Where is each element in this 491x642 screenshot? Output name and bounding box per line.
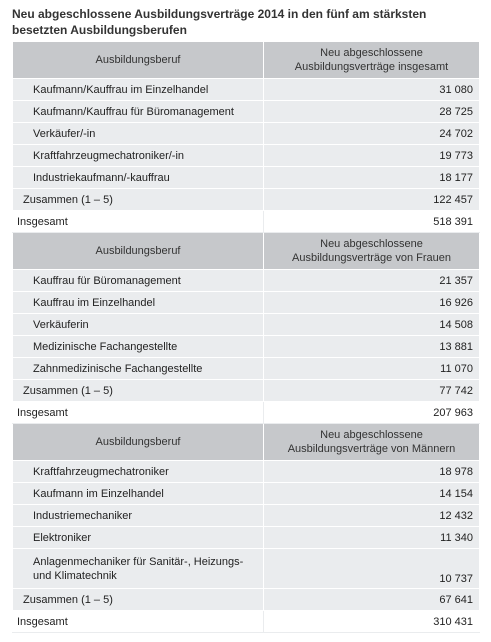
- column-header-occupation: Ausbildungsberuf: [13, 424, 264, 461]
- value-cell: 12 432: [264, 505, 480, 527]
- table-row: [13, 270, 480, 292]
- total-row: [13, 402, 480, 424]
- column-header-contracts: Neu abgeschlossene Ausbildungsverträge von Männern: [264, 424, 480, 461]
- subtotal-value: 122 457: [264, 189, 480, 211]
- occupation-cell: Kaufmann im Einzelhandel: [13, 483, 264, 505]
- occupation-cell: Medizinische Fachangestellte: [13, 336, 264, 358]
- table-row: [13, 123, 480, 145]
- occupation-cell: Anlagenmechaniker für Sanitär-, Heizungs- und Klimatechnik: [13, 549, 264, 589]
- table-row: [13, 292, 480, 314]
- value-cell: 18 177: [264, 167, 480, 189]
- subtotal-row: [13, 189, 480, 211]
- occupation-cell: Kraftfahrzeugmechatroniker/-in: [13, 145, 264, 167]
- table-row: [13, 101, 480, 123]
- total-value: 518 391: [264, 211, 480, 233]
- value-cell: 11 340: [264, 527, 480, 549]
- value-cell: 14 508: [264, 314, 480, 336]
- subtotal-label: Zusammen (1 – 5): [13, 589, 264, 611]
- value-cell: 19 773: [264, 145, 480, 167]
- subtotal-label: Zusammen (1 – 5): [13, 380, 264, 402]
- occupation-cell: Kraftfahrzeugmechatroniker: [13, 461, 264, 483]
- occupation-cell: Kauffrau im Einzelhandel: [13, 292, 264, 314]
- table-row: [13, 336, 480, 358]
- header-row: [13, 424, 480, 461]
- value-cell: 16 926: [264, 292, 480, 314]
- total-label: Insgesamt: [13, 211, 264, 233]
- table-row: [13, 461, 480, 483]
- value-cell: 11 070: [264, 358, 480, 380]
- table-row: [13, 527, 480, 549]
- header-row: [13, 233, 480, 270]
- occupation-cell: Kauffrau für Büromanagement: [13, 270, 264, 292]
- subtotal-value: 77 742: [264, 380, 480, 402]
- section-women: [13, 233, 480, 424]
- column-header-occupation: Ausbildungsberuf: [13, 42, 264, 79]
- value-cell: 31 080: [264, 79, 480, 101]
- occupation-cell: Industriekaufmann/-kauffrau: [13, 167, 264, 189]
- occupation-cell: Kaufmann/Kauffrau im Einzelhandel: [13, 79, 264, 101]
- occupation-cell: Verkäufer/-in: [13, 123, 264, 145]
- value-cell: 10 737: [264, 549, 480, 589]
- subtotal-row: [13, 589, 480, 611]
- total-value: 310 431: [264, 611, 480, 633]
- table-row: [13, 145, 480, 167]
- subtotal-value: 67 641: [264, 589, 480, 611]
- value-cell: 18 978: [264, 461, 480, 483]
- total-label: Insgesamt: [13, 402, 264, 424]
- table-row: [13, 314, 480, 336]
- subtotal-row: [13, 380, 480, 402]
- total-row: [13, 211, 480, 233]
- subtotal-label: Zusammen (1 – 5): [13, 189, 264, 211]
- table-row: [13, 549, 480, 589]
- column-header-contracts: Neu abgeschlossene Ausbildungsverträge insgesamt: [264, 42, 480, 79]
- table-title: Neu abgeschlossene Ausbildungsverträge 2014 in den fünf am stärksten besetzten Ausbildungsberufen: [12, 7, 427, 37]
- occupation-cell: Industriemechaniker: [13, 505, 264, 527]
- table-row: [13, 483, 480, 505]
- section-total: [13, 42, 480, 233]
- table-row: [13, 79, 480, 101]
- value-cell: 21 357: [264, 270, 480, 292]
- apprenticeship-table: [12, 41, 480, 633]
- total-label: Insgesamt: [13, 611, 264, 633]
- occupation-cell: Kaufmann/Kauffrau für Büromanagement: [13, 101, 264, 123]
- total-row: [13, 611, 480, 633]
- column-header-contracts: Neu abgeschlossene Ausbildungsverträge von Frauen: [264, 233, 480, 270]
- value-cell: 13 881: [264, 336, 480, 358]
- column-header-occupation: Ausbildungsberuf: [13, 233, 264, 270]
- header-row: [13, 42, 480, 79]
- table-row: [13, 505, 480, 527]
- total-value: 207 963: [264, 402, 480, 424]
- table-row: [13, 358, 480, 380]
- value-cell: 14 154: [264, 483, 480, 505]
- occupation-cell: Elektroniker: [13, 527, 264, 549]
- occupation-cell: Verkäuferin: [13, 314, 264, 336]
- section-men: [13, 424, 480, 633]
- value-cell: 28 725: [264, 101, 480, 123]
- occupation-cell: Zahnmedizinische Fachangestellte: [13, 358, 264, 380]
- table-row: [13, 167, 480, 189]
- value-cell: 24 702: [264, 123, 480, 145]
